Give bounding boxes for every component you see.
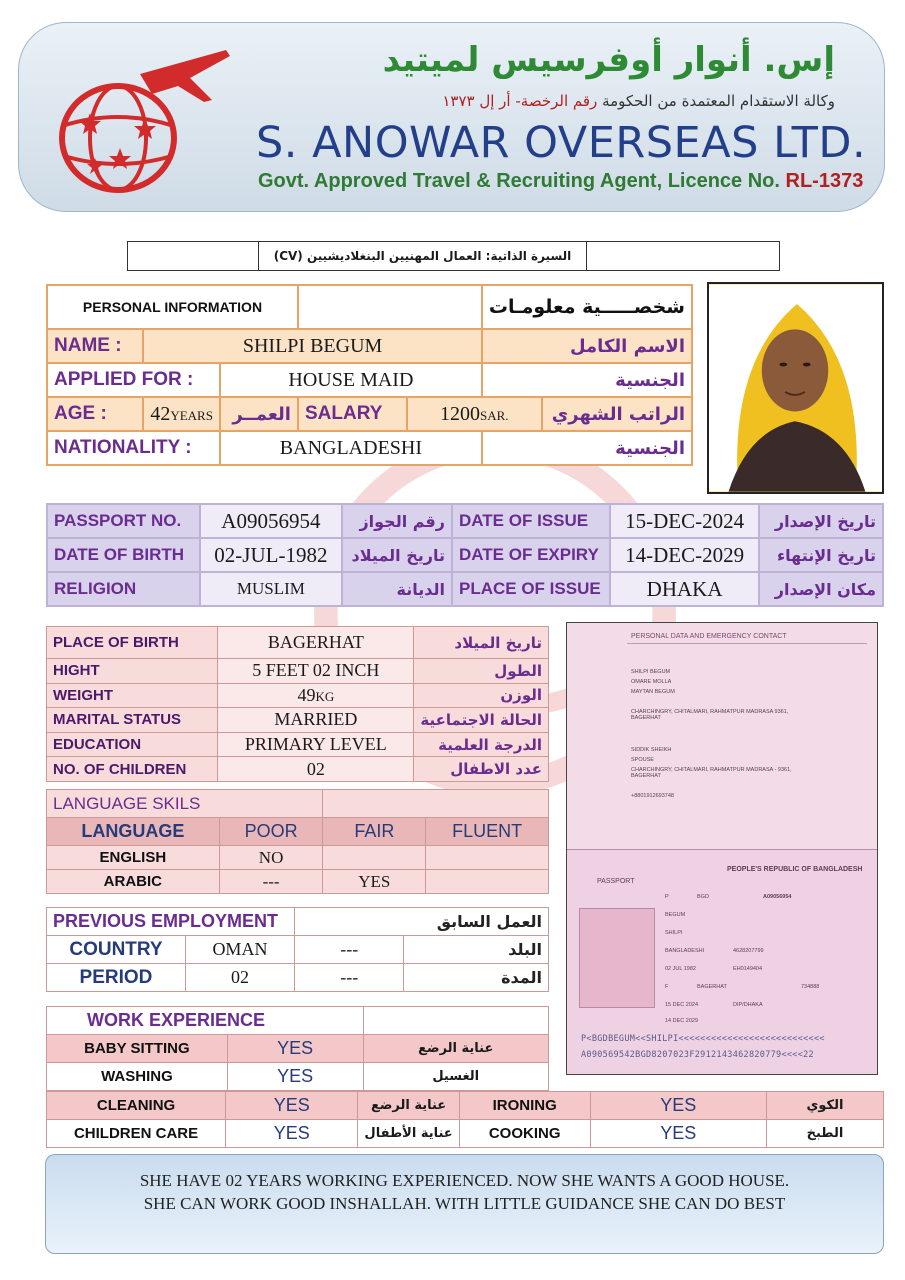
religion-label-ar: الديانة — [342, 572, 452, 606]
age-unit: YEARS — [170, 407, 213, 423]
cv-title-spacer-right — [587, 242, 779, 270]
previous-employment-title-ar: العمل السابق — [294, 908, 548, 936]
passport-no-label: PASSPORT NO. — [47, 504, 200, 538]
pp-surname: BEGUM — [665, 912, 686, 918]
period-label: PERIOD — [47, 964, 186, 992]
expiry-date-label: DATE OF EXPIRY — [452, 538, 610, 572]
language-fluent — [426, 870, 549, 894]
pp-dob: 02 JUL 1982 — [665, 966, 696, 972]
period-extra: --- — [294, 964, 404, 992]
age-label-ar: العمــر — [220, 397, 298, 431]
religion-value: MUSLIM — [200, 572, 342, 606]
personal-info-header-ar: شخصـــــية معلومـات — [482, 285, 692, 329]
pp-holder-photo — [579, 908, 655, 1008]
salary-number: 1200 — [440, 402, 480, 425]
applied-value: HOUSE MAID — [220, 363, 482, 397]
language-poor: NO — [219, 846, 323, 870]
fair-header: FAIR — [323, 818, 426, 846]
pp-authority: DIP/DHAKA — [733, 1002, 763, 1008]
pp-expiry-date: 14 DEC 2029 — [665, 1018, 699, 1024]
personal-info-spacer — [298, 285, 482, 329]
education-label-ar: الدرجة العلمية — [414, 732, 549, 757]
pp-birthplace: BAGERHAT — [697, 984, 727, 990]
pp-father: OMARE MOLLA — [631, 679, 672, 685]
place-of-birth-label: PLACE OF BIRTH — [47, 627, 218, 659]
place-of-birth-label-ar: تاريخ الميلاد — [414, 627, 549, 659]
work-skill-label-ar: عناية الرضع — [358, 1092, 459, 1120]
work-row — [47, 1063, 549, 1091]
personal-details-table — [46, 626, 549, 782]
work-skill-label: BABY SITTING — [47, 1035, 228, 1063]
passport-scan — [566, 622, 878, 1075]
pp-sex: F — [665, 984, 669, 990]
pp-contact-name: SIDDIK SHEIKH — [631, 747, 672, 753]
marital-status-value: MARRIED — [218, 708, 414, 733]
place-of-birth-value: BAGERHAT — [218, 627, 414, 659]
summary-box — [45, 1154, 884, 1254]
company-name: S. ANOWAR OVERSEAS LTD. — [256, 118, 867, 168]
passport-info-table — [46, 503, 884, 607]
pp-mrz-line-1: P<BGDBEGUM<<SHILPI<<<<<<<<<<<<<<<<<<<<<<<<<<< — [581, 1034, 825, 1044]
age-label: AGE : — [47, 397, 143, 431]
pp-nationality: BANGLADESHI — [665, 948, 705, 954]
issue-date-label-ar: تاريخ الإصدار — [759, 504, 883, 538]
passport-data-page — [567, 849, 877, 1075]
nationality-label-ar: الجنسية — [482, 431, 692, 465]
pp-relationship: SPOUSE — [631, 757, 654, 763]
tagline-text: Govt. Approved Travel & Recruiting Agent, Licence No. — [258, 170, 780, 192]
language-name: ARABIC — [47, 870, 220, 894]
salary-label: SALARY — [298, 397, 407, 431]
work-skill-label-ar: الطبخ — [766, 1120, 883, 1148]
age-number: 42 — [150, 402, 171, 425]
height-label-ar: الطول — [414, 659, 549, 684]
country-label: COUNTRY — [47, 936, 186, 964]
children-label: NO. OF CHILDREN — [47, 757, 218, 782]
language-fair: YES — [323, 870, 426, 894]
language-row — [47, 846, 549, 870]
pp-name: SHILPI BEGUM — [631, 669, 671, 675]
children-value: 02 — [218, 757, 414, 782]
cv-title-spacer-left — [128, 242, 259, 270]
pp-contact-address: CHARCHINGRY, CHITALMARI, RAHMATPUR MADRASA - 9361, BAGERHAT — [631, 767, 792, 779]
place-of-issue-label-ar: مكان الإصدار — [759, 572, 883, 606]
pp-country: PEOPLE'S REPUBLIC OF BANGLADESH — [727, 866, 863, 873]
marital-status-label-ar: الحالة الاجتماعية — [414, 708, 549, 733]
education-label: EDUCATION — [47, 732, 218, 757]
arabic-licence-text: رقم الرخصة- أر إل ١٣٧٣ — [442, 92, 598, 110]
language-fluent — [426, 846, 549, 870]
work-skill-label-ar: عناية الأطفال — [358, 1120, 459, 1148]
cv-title-bar — [127, 241, 780, 271]
previous-employment-title: PREVIOUS EMPLOYMENT — [47, 908, 295, 936]
work-experience-title: WORK EXPERIENCE — [47, 1007, 364, 1035]
pp-mother: MAYTAN BEGUM — [631, 689, 675, 695]
work-skill-label-ar: الغسيل — [363, 1063, 549, 1091]
issue-date-value: 15-DEC-2024 — [610, 504, 759, 538]
work-skill-label: CHILDREN CARE — [47, 1120, 226, 1148]
work-experience-table — [46, 1006, 549, 1091]
pp-telephone: +8801912693748 — [631, 793, 674, 799]
pp-issue-date: 15 DEC 2024 — [665, 1002, 699, 1008]
arabic-company-name: إس. أنوار أوفرسيس لميتيد — [382, 40, 835, 80]
language-fair — [323, 846, 426, 870]
arabic-subtitle — [442, 92, 835, 110]
salary-value — [407, 397, 542, 431]
detail-row — [47, 732, 549, 757]
weight-value — [218, 683, 414, 708]
work-skill-label: CLEANING — [47, 1092, 226, 1120]
height-label: HIGHT — [47, 659, 218, 684]
company-tagline — [258, 170, 863, 193]
work-skill-value: YES — [227, 1063, 363, 1091]
applied-label: APPLIED FOR : — [47, 363, 220, 397]
work-experience-spacer — [363, 1007, 549, 1035]
period-value: 02 — [185, 964, 294, 992]
applicant-photo — [707, 282, 884, 494]
issue-date-label: DATE OF ISSUE — [452, 504, 610, 538]
pp-address: CHARCHINGRY, CHITALMARI, RAHMATPUR MADRASA 9361, BAGERHAT — [631, 709, 789, 721]
pp-prev-no: EH0149404 — [733, 966, 763, 972]
summary-line-2: SHE CAN WORK GOOD INSHALLAH. WITH LITTLE GUIDANCE SHE CAN DO BEST — [143, 1194, 786, 1213]
language-header: LANGUAGE — [47, 818, 220, 846]
work-skill-label: WASHING — [47, 1063, 228, 1091]
passport-rule — [627, 643, 867, 644]
work-row — [47, 1092, 884, 1120]
fluent-header: FLUENT — [426, 818, 549, 846]
weight-label-ar: الوزن — [414, 683, 549, 708]
detail-row — [47, 683, 549, 708]
dob-value: 02-JUL-1982 — [200, 538, 342, 572]
age-value — [143, 397, 220, 431]
detail-row — [47, 757, 549, 782]
work-skill-value: YES — [226, 1120, 358, 1148]
work-row — [47, 1120, 884, 1148]
passport-no-value: A09056954 — [200, 504, 342, 538]
name-label: NAME : — [47, 329, 143, 363]
language-row — [47, 870, 549, 894]
licence-number: RL-1373 — [785, 170, 864, 192]
children-label-ar: عدد الاطفال — [414, 757, 549, 782]
company-logo — [40, 38, 240, 203]
expiry-date-value: 14-DEC-2029 — [610, 538, 759, 572]
work-skill-value: YES — [590, 1120, 766, 1148]
nationality-value: BANGLADESHI — [220, 431, 482, 465]
language-skills-title: LANGUAGE SKILS — [47, 790, 323, 818]
passport-no-label-ar: رقم الجواز — [342, 504, 452, 538]
detail-row — [47, 659, 549, 684]
detail-row — [47, 708, 549, 733]
salary-unit: SAR. — [480, 407, 509, 423]
expiry-date-label-ar: تاريخ الإنتهاء — [759, 538, 883, 572]
poor-header: POOR — [219, 818, 323, 846]
country-label-ar: البلد — [404, 936, 549, 964]
previous-employment-table — [46, 907, 549, 992]
country-value: OMAN — [185, 936, 294, 964]
applied-label-ar: الجنسية — [482, 363, 692, 397]
work-skill-label: COOKING — [459, 1120, 590, 1148]
name-label-ar: الاسم الكامل — [482, 329, 692, 363]
work-skill-value: YES — [226, 1092, 358, 1120]
language-poor: --- — [219, 870, 323, 894]
passport-section-title: PERSONAL DATA AND EMERGENCY CONTACT — [631, 633, 787, 640]
height-value: 5 FEET 02 INCH — [218, 659, 414, 684]
work-skill-value: YES — [227, 1035, 363, 1063]
pp-code: BGD — [697, 894, 709, 900]
pp-doc-label: PASSPORT — [597, 878, 635, 885]
salary-label-ar: الراتب الشهري — [542, 397, 692, 431]
pp-given: SHILPI — [665, 930, 683, 936]
work-skill-value: YES — [590, 1092, 766, 1120]
language-skills-spacer — [323, 790, 549, 818]
name-value: SHILPI BEGUM — [143, 329, 482, 363]
religion-label: RELIGION — [47, 572, 200, 606]
language-skills-table — [46, 789, 549, 894]
personal-info-header: PERSONAL INFORMATION — [47, 285, 298, 329]
work-skill-label-ar: عناية الرضع — [363, 1035, 549, 1063]
place-of-issue-label: PLACE OF ISSUE — [452, 572, 610, 606]
weight-label: WEIGHT — [47, 683, 218, 708]
dob-label-ar: تاريخ الميلاد — [342, 538, 452, 572]
marital-status-label: MARITAL STATUS — [47, 708, 218, 733]
pp-mrz-line-2: A090569542BGD8207023F2912143462820779<<<<22 — [581, 1050, 814, 1060]
summary-line-1: SHE HAVE 02 YEARS WORKING EXPERIENCED. NOW SHE WANTS A GOOD HOUSE. — [139, 1171, 790, 1190]
country-extra: --- — [294, 936, 404, 964]
weight-unit: KG — [315, 688, 335, 704]
pp-personal-no: 4628207799 — [733, 948, 764, 954]
arabic-subtitle-text: وكالة الاستقدام المعتمدة من الحكومة — [602, 92, 835, 110]
dob-label: DATE OF BIRTH — [47, 538, 200, 572]
place-of-issue-value: DHAKA — [610, 572, 759, 606]
detail-row — [47, 627, 549, 659]
nationality-label: NATIONALITY : — [47, 431, 220, 465]
cv-title: السيرة الذاتية: العمال المهنيين البنغلاديشيين (CV) — [259, 242, 587, 270]
work-skill-label: IRONING — [459, 1092, 590, 1120]
language-name: ENGLISH — [47, 846, 220, 870]
pp-extra-no: 734888 — [801, 984, 820, 990]
pp-type: P — [665, 894, 669, 900]
period-label-ar: المدة — [404, 964, 549, 992]
pp-number: A09056954 — [763, 894, 792, 900]
education-value: PRIMARY LEVEL — [218, 732, 414, 757]
weight-number: 49 — [297, 684, 316, 705]
work-skill-label-ar: الكوي — [766, 1092, 883, 1120]
personal-info-table — [46, 284, 693, 466]
work-experience-table-full — [46, 1091, 884, 1148]
work-row — [47, 1035, 549, 1063]
